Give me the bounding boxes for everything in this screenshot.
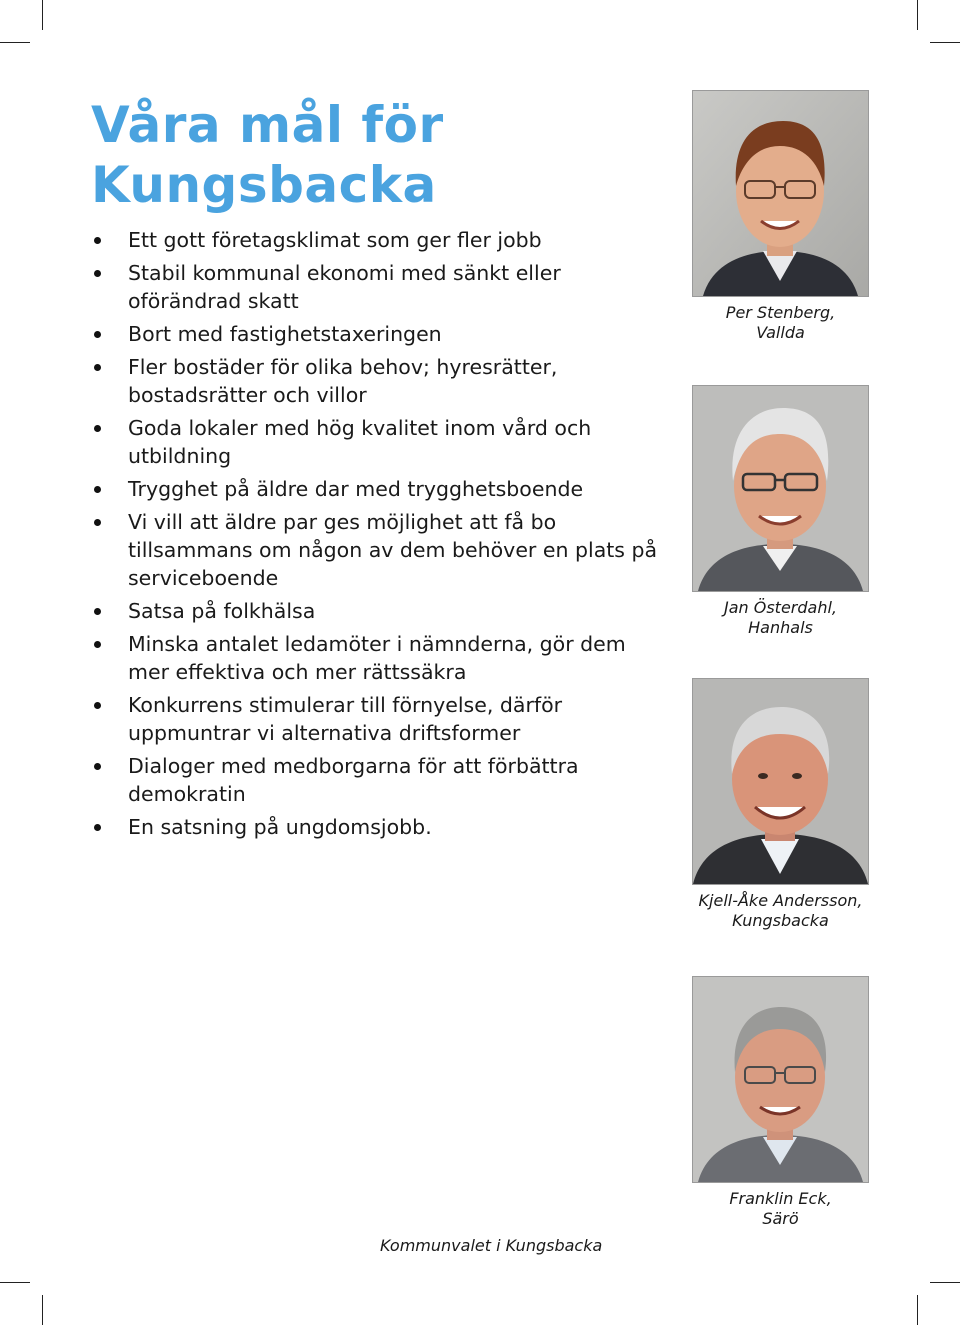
bullet-icon — [94, 608, 101, 615]
bullet-icon — [94, 519, 101, 526]
bullet-icon — [94, 331, 101, 338]
goal-text: Trygghet på äldre dar med trygghetsboende — [128, 477, 584, 501]
bullet-icon — [94, 364, 101, 371]
goal-text: Konkurrens stimulerar till förnyelse, därför uppmuntrar vi alternativa driftsformer — [128, 693, 563, 745]
crop-mark — [42, 1295, 43, 1325]
person-caption — [692, 1189, 869, 1229]
person-caption — [692, 598, 869, 638]
bullet-icon — [94, 641, 101, 648]
bullet-icon — [94, 763, 101, 770]
person-place: Särö — [762, 1209, 799, 1228]
crop-mark — [0, 42, 30, 43]
person-place: Hanhals — [748, 618, 813, 637]
person-card — [692, 678, 869, 931]
person-card — [692, 976, 869, 1229]
portrait-photo — [692, 678, 869, 885]
list-item — [92, 259, 672, 315]
person-place: Vallda — [756, 323, 805, 342]
person-card — [692, 90, 869, 343]
crop-mark — [930, 42, 960, 43]
person-place: Kungsbacka — [732, 911, 829, 930]
list-item — [92, 226, 672, 254]
goal-text: Goda lokaler med hög kvalitet inom vård och utbildning — [128, 416, 592, 468]
person-card — [692, 385, 869, 638]
crop-mark — [917, 1295, 918, 1325]
crop-mark — [42, 0, 43, 30]
goal-text: Satsa på folkhälsa — [128, 599, 316, 623]
bullet-icon — [94, 486, 101, 493]
goal-text: Ett gott företagsklimat som ger fler jobb — [128, 228, 542, 252]
list-item — [92, 475, 672, 503]
bullet-icon — [94, 702, 101, 709]
crop-mark — [0, 1282, 30, 1283]
list-item — [92, 353, 672, 409]
portrait-photo — [692, 385, 869, 592]
list-item — [92, 414, 672, 470]
person-name: Franklin Eck, — [729, 1189, 832, 1208]
list-item — [92, 508, 672, 592]
goal-text: En satsning på ungdomsjobb. — [128, 815, 432, 839]
goal-text: Bort med fastighetstaxeringen — [128, 322, 442, 346]
goal-text: Vi vill att äldre par ges möjlighet att få bo tillsammans om någon av dem behöver en plats på serviceboende — [128, 510, 658, 590]
crop-mark — [917, 0, 918, 30]
goal-text: Fler bostäder för olika behov; hyresrätter, bostadsrätter och villor — [128, 355, 558, 407]
goals-list — [92, 226, 672, 846]
goal-text: Minska antalet ledamöter i nämnderna, gör dem mer effektiva och mer rättssäkra — [128, 632, 626, 684]
person-caption — [692, 891, 869, 931]
bullet-icon — [94, 237, 101, 244]
crop-mark — [930, 1282, 960, 1283]
list-item — [92, 320, 672, 348]
portrait-photo — [692, 976, 869, 1183]
list-item — [92, 813, 672, 841]
list-item — [92, 752, 672, 808]
page-footer: Kommunvalet i Kungsbacka — [380, 1236, 603, 1255]
bullet-icon — [94, 425, 101, 432]
bullet-icon — [94, 270, 101, 277]
goal-text: Stabil kommunal ekonomi med sänkt eller oförändrad skatt — [128, 261, 561, 313]
person-name: Kjell-Åke Andersson, — [698, 891, 863, 910]
person-name: Jan Österdahl, — [723, 598, 837, 617]
goal-text: Dialoger med medborgarna för att förbättra demokratin — [128, 754, 579, 806]
list-item — [92, 691, 672, 747]
bullet-icon — [94, 824, 101, 831]
page-title: Våra mål för Kungsbacka — [91, 96, 444, 214]
list-item — [92, 597, 672, 625]
list-item — [92, 630, 672, 686]
person-name: Per Stenberg, — [725, 303, 836, 322]
portrait-photo — [692, 90, 869, 297]
person-caption — [692, 303, 869, 343]
